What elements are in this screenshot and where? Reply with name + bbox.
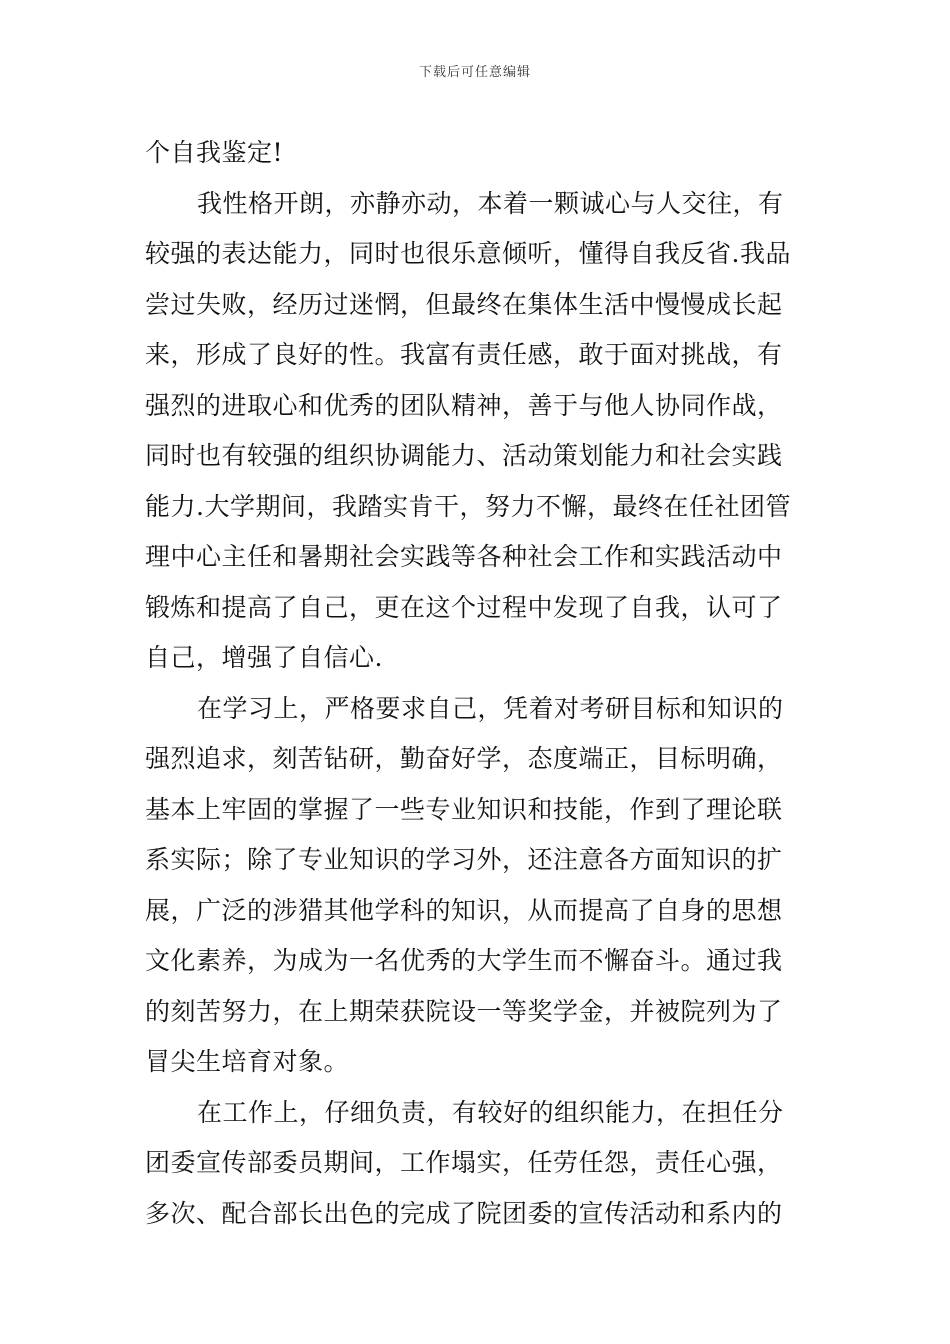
text-line: 能力.大学期间，我踏实肯干，努力不懈，最终在任社团管 [145,491,791,521]
text-line: 尝过失败，经历过迷惘，但最终在集体生活中慢慢成长起 [145,289,783,319]
text-line: 锻炼和提高了自己，更在这个过程中发现了自我，认可了 [145,592,783,622]
text-line: 强烈的进取心和优秀的团队精神，善于与他人协同作战， [145,390,783,420]
text-line: 个自我鉴定! [145,138,284,167]
text-line: 团委宣传部委员期间，工作塌实，任劳任怨，责任心强， [145,1148,783,1177]
text-line: 自己，增强了自信心. [145,643,383,672]
text-line: 较强的表达能力，同时也很乐意倾听，懂得自我反省.我品 [145,239,791,268]
text-line: 文化素养，为成为一名优秀的大学生而不懈奋斗。通过我 [145,946,783,975]
text-line: 来，形成了良好的性。我富有责任感，敢于面对挑战，有 [145,340,783,369]
text-line: 系实际；除了专业知识的学习外，还注意各方面知识的扩 [145,845,783,874]
text-line: 基本上牢固的掌握了一些专业知识和技能，作到了理论联 [145,794,783,824]
paragraph-first-line: 在工作上，仔细负责，有较好的组织能力，在担任分 [197,1097,784,1127]
document-body [145,128,810,1239]
text-line: 展，广泛的涉猎其他学科的知识，从而提高了自身的思想 [145,895,783,925]
text-line: 的刻苦努力，在上期荣获院设一等奖学金，并被院列为了 [145,996,783,1026]
page-header: 下载后可任意编辑 [418,65,531,80]
text-line: 强烈追求，刻苦钻研，勤奋好学，态度端正，目标明确， [145,744,783,773]
text-line: 多次、配合部长出色的完成了院团委的宣传活动和系内的 [145,1198,783,1228]
text-line: 同时也有较强的组织协调能力、活动策划能力和社会实践 [145,441,783,470]
paragraph-first-line: 在学习上，严格要求自己，凭着对考研目标和知识的 [197,693,784,723]
text-line: 理中心主任和暑期社会实践等各种社会工作和实践活动中 [145,542,783,571]
paragraph-first-line: 我性格开朗，亦静亦动，本着一颗诚心与人交往，有 [197,188,784,218]
text-line: 冒尖生培育对象。 [145,1047,350,1076]
